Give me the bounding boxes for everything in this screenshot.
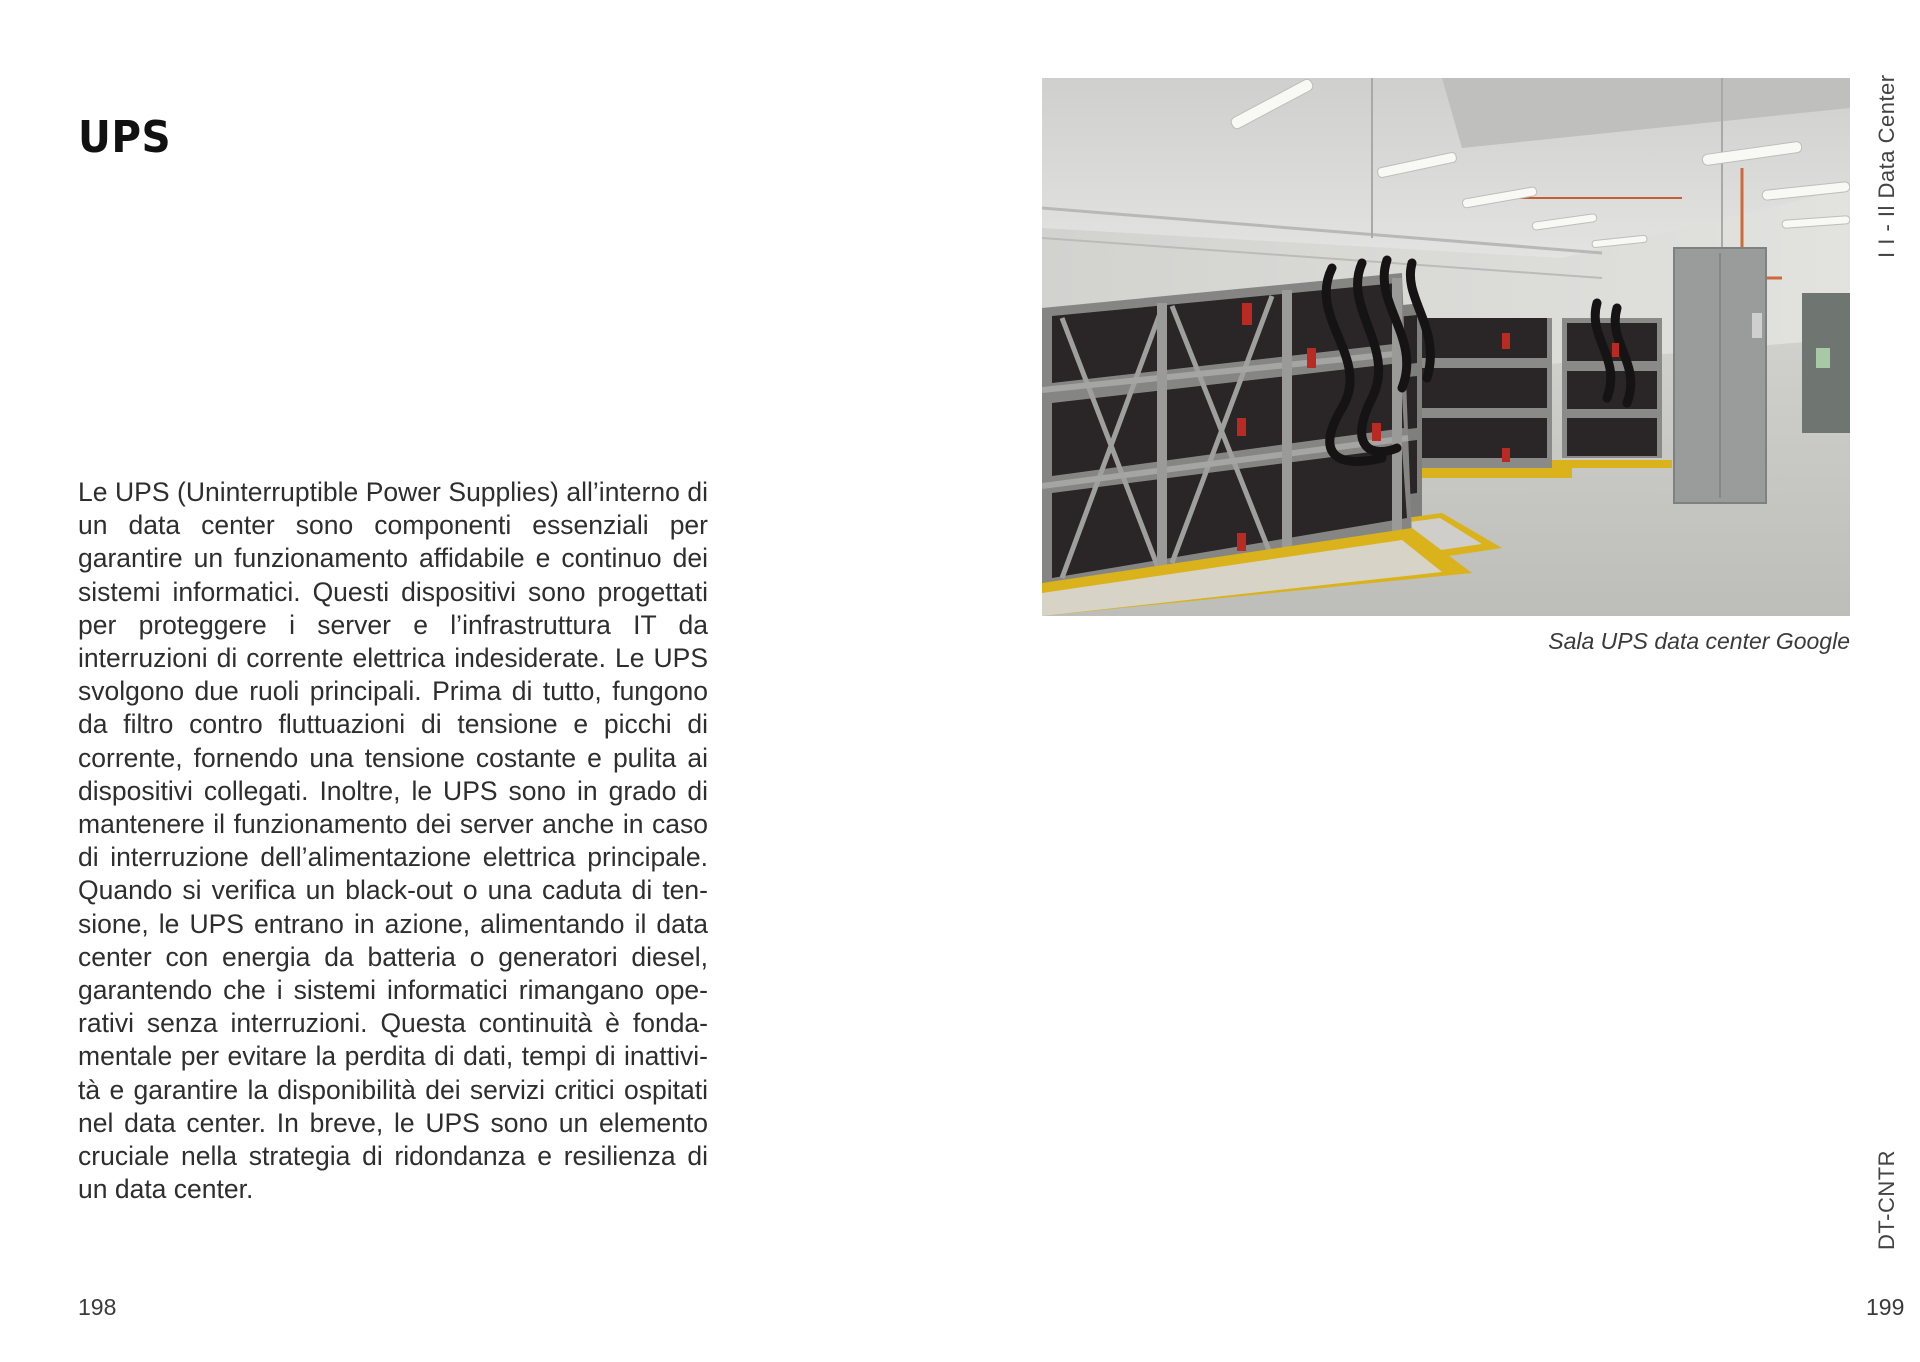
photo-caption: Sala UPS data center Google	[1548, 628, 1850, 654]
page-number-left: 198	[78, 1294, 117, 1320]
section-title: UPS	[78, 112, 172, 163]
body-paragraph: Le UPS (Uninterruptible Power Supplies) all’interno di un data center sono componenti essenziali per garantire un funzionamento affidabile e continuo dei sistemi informatici. Questi dispositivi sono progettati per proteggere i server e l’infrastruttura IT da interruzioni di corrente elettrica indesiderate. Le UPS svolgono due ruoli principali. Prima di tutto, fungono da filtro contro fluttuazioni di tensione e picchi di corrente, fornendo una tensione costante e pulita ai dispositivi collegati. Inoltre, le UPS sono in grado di mantenere il funzionamento dei server anche in caso di interruzione dell’alimentazione elettrica principale. Quando si verifica un black-out o una caduta di tensione, le UPS entrano in azione, alimentando il data center con energia da batteria o generatori diesel, garantendo che i sistemi informatici rimangano operativi senza interruzioni. Questa continuità è fondamentale per evitare la perdita di dati, tempi di inattività e garantire la disponibilità dei servizi critici ospitati nel data center. In breve, le UPS sono un elemento cruciale nella strategia di ridondanza e resilienza di un data center.	[78, 477, 708, 1205]
chapter-label: I I - Il Data Center	[1874, 74, 1899, 258]
document-code-label: DT-CNTR	[1874, 1149, 1899, 1250]
page-number-right: 199	[1866, 1294, 1905, 1320]
ups-room-photo	[1042, 78, 1850, 616]
